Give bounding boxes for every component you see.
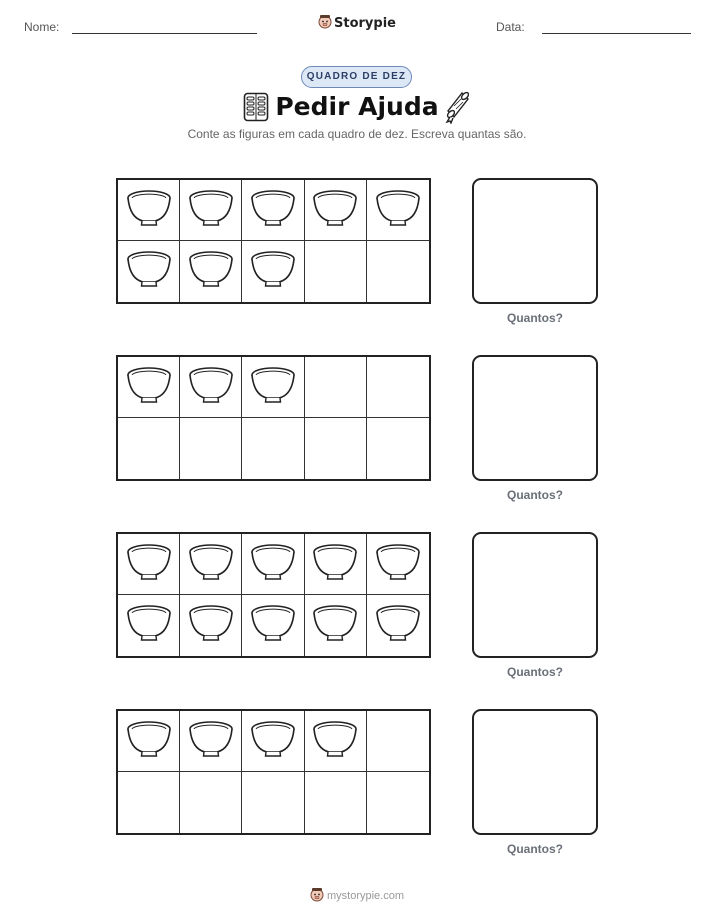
ten-frame-cell: [305, 772, 367, 833]
scroll-icon: [442, 90, 472, 129]
bowl-icon: [188, 365, 234, 410]
bowl-icon: [126, 249, 172, 294]
ten-frame-cell: [367, 772, 429, 833]
ten-frame-cell: [305, 534, 367, 595]
quantos-label: Quantos?: [507, 842, 563, 856]
ten-frame-cell: [367, 595, 429, 656]
ten-frame-cell: [180, 418, 242, 479]
name-field[interactable]: [72, 33, 257, 34]
bowl-icon: [312, 719, 358, 764]
ten-frame-cell: [180, 241, 242, 302]
ten-frame-cell: [305, 711, 367, 772]
answer-box[interactable]: [472, 355, 598, 481]
brand-name: Storypie: [334, 16, 396, 31]
ten-frame-cell: [242, 595, 304, 656]
ten-frame-cell: [118, 534, 180, 595]
ten-frame-cell: [305, 418, 367, 479]
date-label: Data:: [496, 20, 525, 34]
bowl-icon: [312, 603, 358, 648]
bowl-icon: [126, 188, 172, 233]
bowl-icon: [250, 365, 296, 410]
answer-box[interactable]: [472, 532, 598, 658]
quantos-label: Quantos?: [507, 488, 563, 502]
ten-frame-cell: [367, 534, 429, 595]
ten-frame-cell: [305, 595, 367, 656]
ten-frame: [116, 709, 431, 835]
ten-frame-cell: [118, 418, 180, 479]
bowl-icon: [126, 542, 172, 587]
ten-frame-cell: [367, 711, 429, 772]
bowl-icon: [375, 188, 421, 233]
answer-box[interactable]: [472, 709, 598, 835]
bowl-icon: [250, 603, 296, 648]
ten-frame-cell: [180, 772, 242, 833]
ten-frame-cell: [367, 180, 429, 241]
name-label: Nome:: [24, 20, 60, 34]
ten-frame-cell: [242, 180, 304, 241]
bowl-icon: [250, 188, 296, 233]
ten-frame: [116, 532, 431, 658]
bowl-icon: [188, 249, 234, 294]
bowl-icon: [126, 603, 172, 648]
footer: [0, 887, 714, 905]
ten-frame-cell: [118, 595, 180, 656]
quantos-label: Quantos?: [507, 665, 563, 679]
ten-frame-cell: [242, 241, 304, 302]
bowl-icon: [188, 542, 234, 587]
ten-frame-cell: [367, 418, 429, 479]
ten-frame-cell: [180, 711, 242, 772]
ten-frame: [116, 355, 431, 481]
ten-frame-cell: [180, 180, 242, 241]
brand-logo: [0, 14, 714, 33]
bowl-icon: [312, 542, 358, 587]
bowl-icon: [126, 365, 172, 410]
ten-frame-cell: [242, 772, 304, 833]
answer-box[interactable]: [472, 178, 598, 304]
bowl-icon: [375, 603, 421, 648]
ten-frame-cell: [118, 357, 180, 418]
ten-frame-cell: [180, 595, 242, 656]
ten-frame-cell: [180, 357, 242, 418]
ten-frame: [116, 178, 431, 304]
bowl-icon: [126, 719, 172, 764]
bowl-icon: [312, 188, 358, 233]
ten-frame-cell: [242, 357, 304, 418]
bowl-icon: [250, 542, 296, 587]
instructions: Conte as figuras em cada quadro de dez. Escreva quantas são.: [187, 127, 527, 141]
ten-frame-cell: [118, 180, 180, 241]
bowl-icon: [375, 542, 421, 587]
ten-frame-cell: [367, 241, 429, 302]
pig-logo-icon: [318, 14, 332, 33]
ten-frame-cell: [305, 241, 367, 302]
ten-frame-cell: [305, 357, 367, 418]
pig-logo-icon: [310, 887, 324, 905]
ten-frame-cell: [180, 534, 242, 595]
bowl-icon: [188, 188, 234, 233]
bowl-icon: [250, 719, 296, 764]
ten-frame-cell: [242, 711, 304, 772]
bowl-icon: [250, 249, 296, 294]
ten-frame-cell: [118, 772, 180, 833]
ten-frame-cell: [118, 711, 180, 772]
ten-frame-cell: [118, 241, 180, 302]
quantos-label: Quantos?: [507, 311, 563, 325]
ten-frame-cell: [367, 357, 429, 418]
ten-frame-cell: [242, 418, 304, 479]
footer-url: mystorypie.com: [326, 889, 405, 902]
ten-frame-cell: [242, 534, 304, 595]
date-field[interactable]: [542, 33, 691, 34]
worksheet-type-badge: QUADRO DE DEZ: [301, 66, 412, 88]
page-title: Pedir Ajuda: [275, 92, 439, 121]
ten-frame-cell: [305, 180, 367, 241]
bowl-icon: [188, 603, 234, 648]
bowl-icon: [188, 719, 234, 764]
